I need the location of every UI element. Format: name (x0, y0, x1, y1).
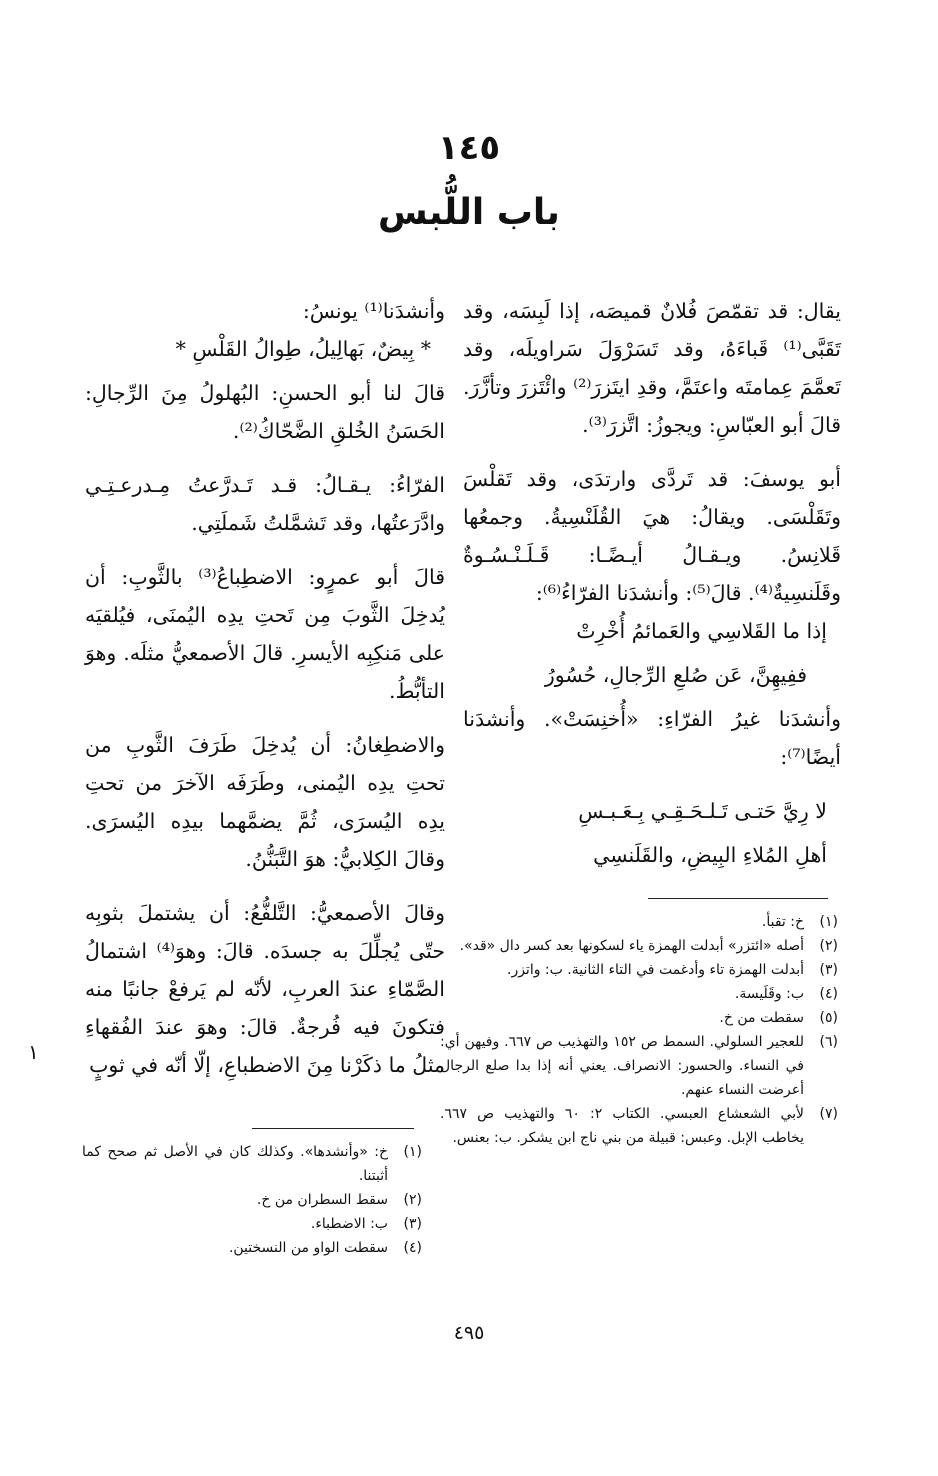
chapter-title: باب اللُّبس (378, 192, 560, 233)
paragraph: وأنشدَنا غيرُ الفرّاءِ: «أُخنِسَتْ». وأنشدَنا أيضًا⁽⁷⁾: (463, 707, 841, 769)
footnote-divider (648, 898, 828, 899)
footnote-number: (٣) (819, 962, 838, 978)
footnote-text: خ: تقبأ. (761, 914, 804, 930)
footnote (440, 1006, 838, 1030)
footnote-number: (٥) (819, 1010, 838, 1026)
footnote (440, 958, 838, 982)
footnote (82, 1236, 422, 1260)
page-number: ٤٩٥ (453, 1322, 485, 1344)
footnote-number: (٦) (819, 1034, 838, 1050)
footnote-number: (٧) (819, 1106, 838, 1122)
paragraph: الفرّاءُ: يـقـالُ: قـد تَـدرَّعتُ مِـدرعـتِـي وادَّرَعتُها، وقد تَشمَّلتُ شَملَتِي. (85, 473, 445, 535)
verse-line: ففِيهِنَّ، عَن صُلعِ الرِّجالِ، حُسُورُ (544, 663, 807, 687)
footnote-text: سقطت من خ. (719, 1010, 804, 1026)
footnote-divider (252, 1128, 414, 1129)
right-column (463, 292, 841, 880)
footnote-text: ب: وقَلَيسة. (734, 986, 804, 1002)
footnote-number: (٤) (403, 1240, 422, 1256)
verse-line: * بِيضٌ، بَهالِيلُ، طِوالُ القَلْسِ * (175, 337, 431, 361)
verse-line: إذا ما القَلاسِي والعَمائمُ أُخْرِتْ (576, 619, 827, 643)
chapter-number: ١٤٥ (437, 128, 501, 168)
footnote-number: (١) (403, 1144, 422, 1160)
footnote (440, 1030, 838, 1102)
footnote-text: للعجير السلولي. السمط ص ١٥٢ والتهذيب ص ٦٦٧. وفيهن أي: في النساء. والحسور: الانصراف. يعني أنه إذا بدا صلع الرجال أعرضت النساء عنهم. (440, 1034, 804, 1098)
footnote-number: (٢) (403, 1192, 422, 1208)
footnotes-right (440, 910, 838, 1150)
margin-mark: ١ (28, 1040, 39, 1064)
left-column (85, 292, 445, 1100)
footnote-text: سقطت الواو من النسختين. (228, 1240, 388, 1256)
footnote (82, 1212, 422, 1236)
footnote-text: سقط السطران من خ. (256, 1192, 388, 1208)
paragraph: والاضطِغانُ: أن يُدخِلَ طَرَفَ الثَّوبِ من تحتِ يدِه اليُمنى، وطَرَفَه الآخرَ من تحتِ يدِه اليُسرَى، ثُمَّ يضمَّهما بيدِه اليُسرَى. وقالَ الكِلابيُّ: هوَ التَّبَنُّنُ. (85, 733, 445, 871)
footnote-number: (٤) (819, 986, 838, 1002)
verse-line: أهلِ المُلاءِ البِيضِ، والقَلَنسِي (593, 843, 827, 867)
footnote (82, 1188, 422, 1212)
footnote (440, 1102, 838, 1150)
paragraph: قالَ لنا أبو الحسنِ: البُهلولُ مِنَ الرِّجالِ: الحَسَنُ الخُلقِ الضَّحّاكُ⁽²⁾. (85, 381, 445, 443)
footnote-text: أصله «ائتزر» أبدلت الهمزة ياء لسكونها بعد كسر دال «قد». (459, 938, 804, 954)
footnote-number: (١) (819, 914, 838, 930)
footnote-text: أبدلت الهمزة تاء وأدغمت في التاء الثانية. ب: واتزر. (507, 962, 804, 978)
footnote-text: خ: «وأنشدها». وكذلك كان في الأصل ثم صحح كما أثبتنا. (82, 1144, 388, 1184)
footnote-number: (٣) (403, 1216, 422, 1232)
footnote (82, 1140, 422, 1188)
footnote-number: (٢) (819, 938, 838, 954)
footnote (440, 910, 838, 934)
footnote (440, 982, 838, 1006)
paragraph: وقالَ الأصمعيُّ: التَّلفُّعُ: أن يشتملَ بثوبِه حتّى يُجلِّلَ به جسدَه. قالَ: وهوَ⁽⁴⁾ اشتمالُ الصَّمّاءِ عندَ العربِ، لأنّه لم يَرفعْ جانبًا منه فتكونَ فيه فُرجةٌ. قالَ: وهوَ عندَ الفُقهاءِ مثلُ ما ذكَرْنا مِنَ الاضطباعِ، إلّا أنّه في ثوبٍ (85, 901, 445, 1077)
paragraph: يقال: قد تقمّصَ فُلانٌ قميصَه، إذا لَبِسَه، وقد تَقَبَّى⁽¹⁾ قَباءَهُ، وقد تَسَرْوَلَ سَراويلَه، وقد تَعمَّمَ عِمامتَه واعتَمَّ، وقدِ ايتَزرَ⁽²⁾ وائْتَزرَ وتأزَّرَ. قالَ أبو العبّاسِ: ويجوزُ: اتَّزرَ⁽³⁾. (463, 299, 841, 437)
paragraph: أبو يوسفَ: قد تَردَّى وارتدَى، وقد تَقلْسَ وتَقَلْسَى. ويقالُ: هيَ القُلَنْسِيةُ. وجمعُها قَلانِسُ. ويـقـالُ أيـضًـا: قَـلَـنْـسُـوةٌ وقَلَنسِيةٌ⁽⁴⁾. قالَ⁽⁵⁾: وأنشدَنا الفرّاءُ⁽⁶⁾: (463, 467, 841, 605)
footnote (440, 934, 838, 958)
footnote-text: لأبي الشعشاع العبسي. الكتاب ٢: ٦٠ والتهذيب ص ٦٦٧. يخاطب الإبل. وعبس: قبيلة من بني ناج ابن يشكر. ب: بعنس. (440, 1106, 805, 1146)
footnotes-left (82, 1140, 422, 1260)
footnote-text: ب: الاضطباء. (310, 1216, 388, 1232)
paragraph: قالَ أبو عمرٍو: الاضطِباعُ⁽³⁾ بالثَّوبِ: أن يُدخِلَ الثَّوبَ مِن تَحتِ يدِه اليُمنَى، فيُلقيَه على مَنكِبِه الأيسرِ. قالَ الأصمعيُّ مثلَه. وهوَ التأبُّطُ. (85, 565, 445, 703)
paragraph: وأنشدَنا⁽¹⁾ يونسُ: (302, 299, 445, 323)
verse-line: لا رِيَّ حَتـى تَـلـحَـقِـي بِـعَـبـسِ (578, 799, 827, 823)
